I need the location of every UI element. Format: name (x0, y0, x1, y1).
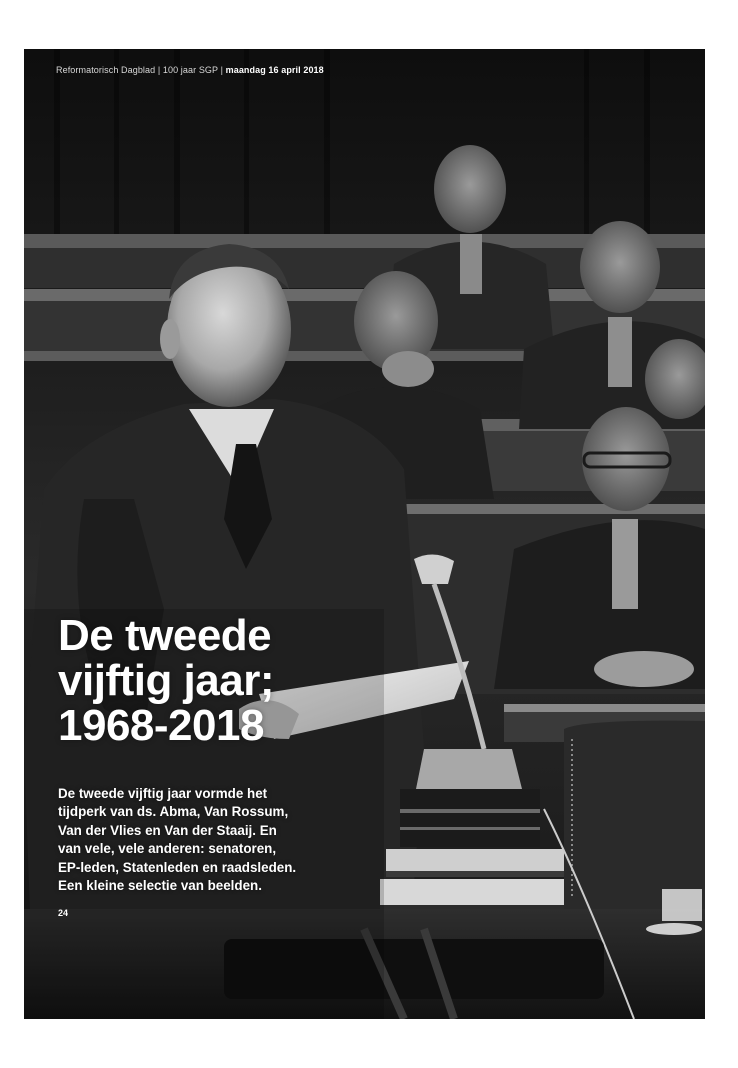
section-name: 100 jaar SGP (162, 65, 218, 75)
lede-paragraph (58, 785, 388, 895)
lede-line: tijdperk van ds. Abma, Van Rossum, (58, 804, 289, 820)
page-number: 24 (58, 908, 69, 918)
separator: | (217, 65, 226, 75)
headline-line: 1968-2018 (58, 701, 264, 750)
publication-name: Reformatorisch Dagblad (56, 65, 156, 75)
headline-line: De tweede (58, 611, 272, 660)
headline-line: vijftig jaar; (58, 656, 274, 705)
issue-date: maandag 16 april 2018 (225, 65, 324, 75)
lede-line: van vele, vele anderen: senatoren, (58, 841, 277, 857)
separator: | (155, 65, 163, 75)
headline (58, 613, 478, 748)
running-head (56, 65, 324, 75)
lede-line: Van der Vlies en Van der Staaij. En (58, 822, 277, 838)
lede-line: De tweede vijftig jaar vormde het (58, 786, 268, 801)
lede-line: Een kleine selectie van beelden. (58, 878, 262, 894)
chair (564, 721, 705, 909)
lede-line: EP-leden, Statenleden en raadsleden. (58, 859, 297, 875)
